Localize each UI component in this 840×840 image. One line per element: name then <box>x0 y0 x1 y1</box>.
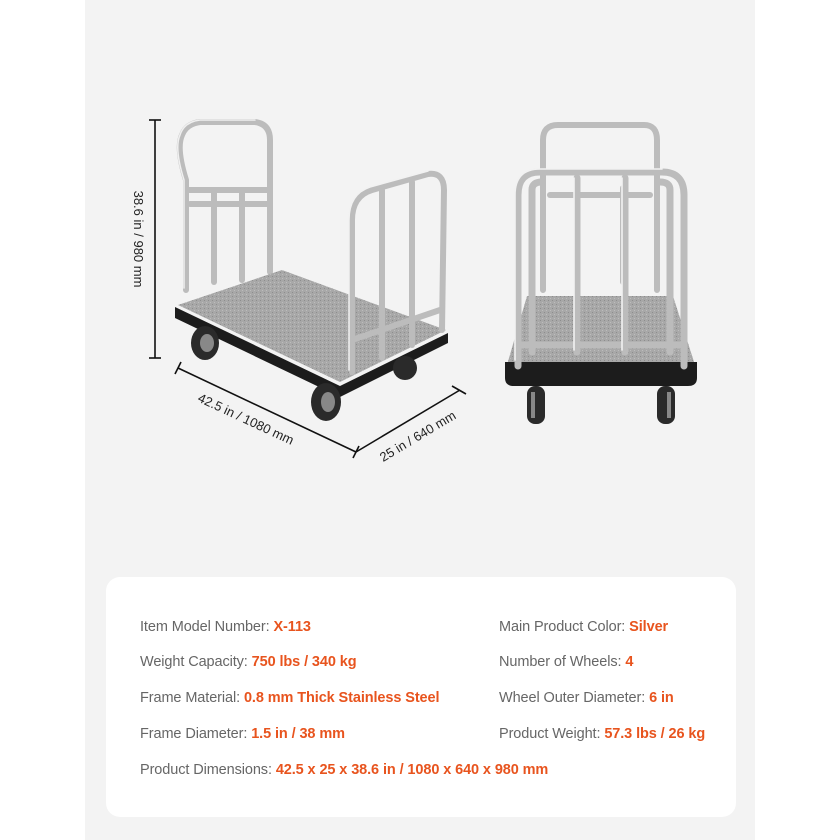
spec-value: 42.5 x 25 x 38.6 in / 1080 x 640 x 980 mm <box>275 762 549 778</box>
spec-main-product-color <box>499 619 668 635</box>
spec-value: Silver <box>629 619 669 635</box>
spec-value: 6 in <box>649 690 674 706</box>
spec-value: 0.8 mm Thick Stainless Steel <box>243 690 440 706</box>
spec-value: 57.3 lbs / 26 kg <box>604 726 706 742</box>
spec-label: Wheel Outer Diameter: <box>499 690 650 706</box>
spec-frame-material <box>140 690 439 706</box>
wheel-icon <box>311 383 341 421</box>
spec-label: Number of Wheels: <box>499 654 626 670</box>
spec-label: Product Dimensions: <box>140 762 276 778</box>
wheel-icon <box>191 326 219 360</box>
wheel-icon <box>527 386 545 424</box>
spec-product-weight <box>499 726 705 742</box>
cart-front-view <box>505 125 697 424</box>
spec-value: 750 lbs / 340 kg <box>251 654 357 670</box>
spec-value: 1.5 in / 38 mm <box>251 726 345 742</box>
spec-value: X-113 <box>273 619 311 635</box>
spec-frame-diameter <box>140 726 345 742</box>
spec-wheel-outer-diameter <box>499 690 674 706</box>
cart-side-view <box>175 120 448 421</box>
spec-label: Frame Material: <box>140 690 244 706</box>
spec-label: Frame Diameter: <box>140 726 252 742</box>
spec-product-dimensions <box>140 762 548 778</box>
height-dimension-label: 38.6 in / 980 mm <box>131 190 146 288</box>
spec-value: 4 <box>625 654 634 670</box>
spec-item-model-number <box>140 619 311 635</box>
spec-weight-capacity <box>140 654 356 670</box>
length-dimension-label: 42.5 in / 1080 mm <box>195 390 297 448</box>
width-dimension-label: 25 in / 640 mm <box>376 407 459 465</box>
spec-label: Item Model Number: <box>140 619 274 635</box>
spec-label: Product Weight: <box>499 726 605 742</box>
spec-number-of-wheels <box>499 654 633 670</box>
spec-label: Weight Capacity: <box>140 654 252 670</box>
wheel-icon <box>393 356 417 380</box>
height-dimension-line <box>149 120 161 358</box>
spec-label: Main Product Color: <box>499 619 630 635</box>
wheel-icon <box>657 386 675 424</box>
